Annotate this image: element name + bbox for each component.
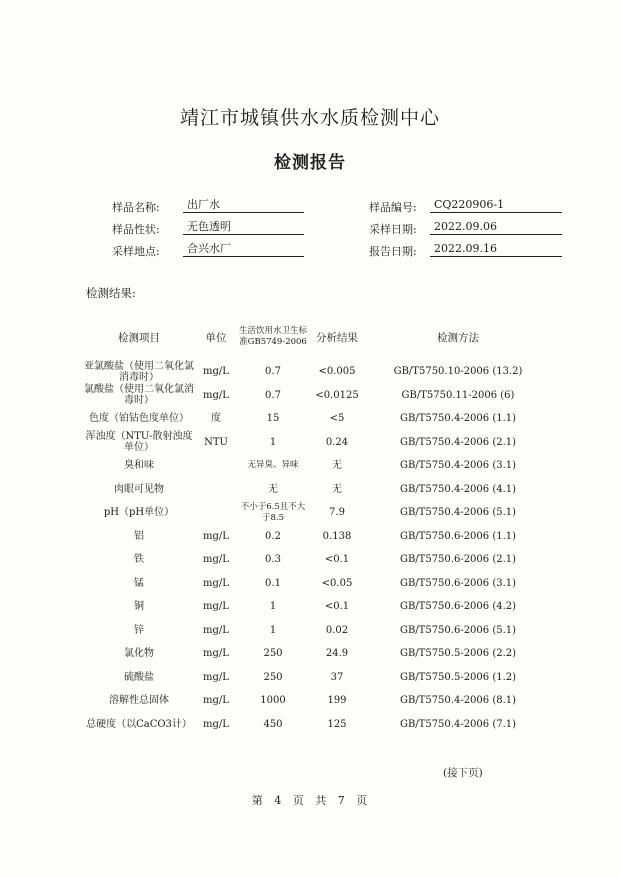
organization-name: 靖江市城镇供水水质检测中心: [179, 107, 440, 129]
sample-name-label: 样品名称:: [112, 201, 160, 214]
row-method: GB/T5750.5-2006 (1.2): [399, 671, 517, 683]
row-unit: NTU: [204, 436, 228, 448]
row-unit: mg/L: [203, 577, 229, 589]
row-standard: 0.2: [265, 530, 281, 542]
footer-of: 共: [315, 794, 328, 807]
header-item: 检测项目: [118, 331, 160, 344]
sampling-date-value: 2022.09.06: [430, 220, 562, 235]
row-standard: 不小于6.5且不大于8.5: [240, 501, 306, 523]
row-unit: mg/L: [203, 389, 229, 401]
table-row: [82, 431, 552, 455]
row-method: GB/T5750.4-2006 (7.1): [399, 718, 517, 730]
row-result: 无: [332, 460, 342, 472]
row-unit: mg/L: [203, 718, 229, 730]
row-result: 37: [330, 671, 344, 683]
row-result: 7.9: [329, 507, 345, 519]
row-item: 总硬度（以CaCO3计）: [86, 718, 192, 730]
row-unit: mg/L: [203, 554, 229, 566]
row-unit: mg/L: [203, 671, 229, 683]
row-result: 199: [327, 695, 347, 707]
row-method: GB/T5750.4-2006 (5.1): [399, 507, 517, 519]
row-unit: mg/L: [203, 366, 229, 378]
table-row: [82, 666, 552, 690]
row-unit: [196, 454, 236, 478]
row-item: 铁: [134, 554, 144, 566]
row-unit: 度: [211, 413, 221, 425]
header-result: 分析结果: [316, 331, 358, 344]
footer-prefix: 第: [251, 794, 264, 807]
table-row: [82, 548, 552, 572]
table-row: [82, 478, 552, 502]
row-unit: mg/L: [203, 530, 229, 542]
row-standard: 1: [269, 436, 277, 448]
table-row: [82, 360, 552, 384]
row-item: 色度（铂钴色度单位）: [89, 413, 189, 425]
row-unit: mg/L: [203, 601, 229, 613]
sample-number-value: CQ220906-1: [430, 198, 562, 213]
row-method: GB/T5750.6-2006 (5.1): [399, 624, 517, 636]
row-method: GB/T5750.5-2006 (2.2): [399, 648, 517, 660]
row-item: 浑浊度（NTU-散射浊度单位）: [85, 431, 193, 454]
table-row: [82, 525, 552, 549]
footer-page-word: 页: [292, 794, 305, 807]
row-item: 锰: [134, 577, 144, 589]
row-result: <0.1: [324, 554, 350, 566]
row-method: GB/T5750.6-2006 (4.2): [399, 601, 517, 613]
sample-number-label: 样品编号:: [369, 201, 417, 214]
table-row: [82, 689, 552, 713]
footer-total-pages: 7: [337, 794, 346, 807]
table-row: [82, 572, 552, 596]
report-date-value: 2022.09.16: [430, 242, 562, 257]
row-result: <5: [329, 413, 345, 425]
row-method: GB/T5750.6-2006 (1.1): [399, 530, 517, 542]
row-standard: 250: [263, 648, 283, 660]
row-standard: 1: [269, 624, 277, 636]
row-result: 24.9: [325, 648, 349, 660]
table-row: [82, 642, 552, 666]
table-row: [82, 619, 552, 643]
row-method: GB/T5750.11-2006 (6): [401, 389, 515, 401]
table-row: [82, 595, 552, 619]
row-method: GB/T5750.6-2006 (2.1): [399, 554, 517, 566]
report-date-label: 报告日期:: [369, 245, 417, 258]
row-unit: mg/L: [203, 648, 229, 660]
row-result: 0.02: [325, 624, 349, 636]
row-result: 0.24: [325, 436, 349, 448]
row-item: 臭和味: [124, 460, 154, 472]
footer-page-number: 4: [274, 794, 283, 807]
row-method: GB/T5750.4-2006 (4.1): [399, 483, 517, 495]
row-method: GB/T5750.4-2006 (1.1): [399, 413, 517, 425]
row-standard: 无: [268, 483, 278, 495]
sample-name-value: 出厂水: [183, 198, 304, 213]
row-standard: 1: [269, 601, 277, 613]
row-result: <0.0125: [315, 389, 359, 401]
row-item: 氯化物: [124, 648, 154, 660]
sample-nature-label: 样品性状:: [112, 223, 160, 236]
table-row: [82, 713, 552, 737]
table-row: [82, 407, 552, 431]
row-standard: 15: [266, 413, 280, 425]
row-unit: mg/L: [203, 695, 229, 707]
row-result: <0.05: [321, 577, 353, 589]
row-standard: 0.7: [265, 366, 281, 378]
row-item: 肉眼可见物: [114, 483, 164, 495]
row-item: 氯酸盐（使用二氧化氯消毒时）: [84, 384, 194, 407]
row-unit: [196, 501, 236, 525]
row-result: 无: [332, 483, 342, 495]
table-row: [82, 501, 552, 525]
row-item: 亚氯酸盐（使用二氧化氯消毒时）: [84, 360, 194, 383]
row-unit: [196, 478, 236, 502]
sampling-date-label: 采样日期:: [369, 223, 417, 236]
row-standard: 0.3: [265, 554, 281, 566]
row-item: pH（pH单位）: [103, 507, 175, 519]
results-table: [82, 314, 552, 736]
sampling-location-value: 合兴水厂: [183, 242, 304, 257]
row-method: GB/T5750.4-2006 (8.1): [399, 695, 517, 707]
sampling-location-label: 采样地点:: [112, 245, 160, 258]
row-item: 铝: [134, 530, 144, 542]
row-method: GB/T5750.6-2006 (3.1): [399, 577, 517, 589]
header-method: 检测方法: [437, 331, 479, 344]
row-standard: 0.7: [265, 389, 281, 401]
row-method: GB/T5750.4-2006 (3.1): [399, 460, 517, 472]
report-title: 检测报告: [274, 153, 346, 173]
row-standard: 1000: [260, 695, 286, 707]
row-result: 0.138: [322, 530, 352, 542]
row-standard: 0.1: [265, 577, 281, 589]
footer-suffix: 页: [356, 794, 369, 807]
page-footer: [0, 792, 620, 808]
row-method: GB/T5750.10-2006 (13.2): [393, 366, 523, 378]
row-unit: mg/L: [203, 624, 229, 636]
sample-nature-value: 无色透明: [183, 220, 304, 235]
continued-note: (接下页): [443, 767, 483, 779]
results-label: 检测结果:: [86, 286, 136, 300]
row-item: 硫酸盐: [124, 671, 154, 683]
row-item: 铜: [134, 601, 144, 613]
row-result: <0.005: [318, 366, 356, 378]
row-method: GB/T5750.4-2006 (2.1): [399, 436, 517, 448]
row-item: 溶解性总固体: [109, 695, 169, 707]
table-header-row: [82, 314, 552, 360]
row-standard: 无异臭、异味: [247, 460, 299, 471]
header-unit: 单位: [205, 331, 227, 344]
table-row: [82, 454, 552, 478]
row-standard: 250: [263, 671, 283, 683]
row-standard: 450: [263, 718, 283, 730]
row-item: 锌: [134, 624, 144, 636]
row-result: 125: [327, 718, 347, 730]
row-result: <0.1: [324, 601, 350, 613]
table-row: [82, 384, 552, 408]
header-standard: 生活饮用水卫生标准GB5749-2006: [238, 326, 307, 347]
